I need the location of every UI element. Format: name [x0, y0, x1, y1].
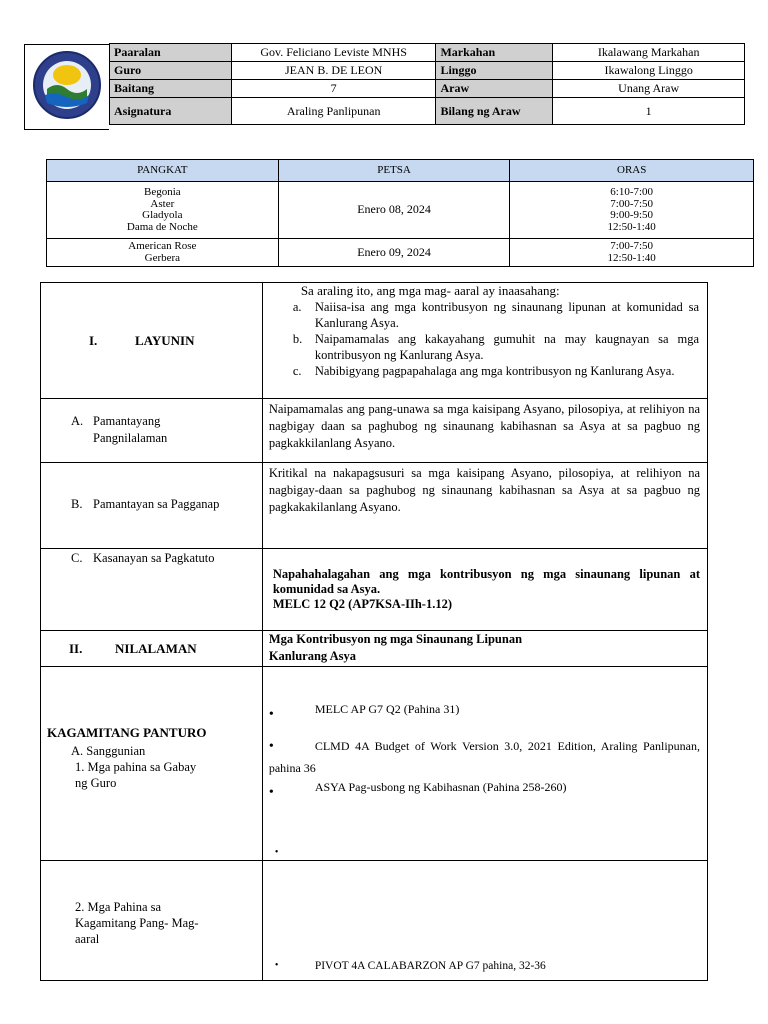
ref-item: [263, 861, 707, 973]
layunin-item: [289, 299, 699, 331]
bullet-icon: •: [268, 707, 274, 722]
kasanayan-label-cell: [41, 549, 263, 631]
ref-item: [269, 735, 700, 779]
bullet-icon: •: [268, 739, 274, 754]
c-label: Kasanayan sa Pagkatuto: [93, 551, 215, 565]
linggo-label: Linggo: [436, 62, 553, 80]
nilalaman-label-cell: [41, 631, 263, 667]
araw-value: Unang Araw: [553, 80, 745, 98]
araw-label: Araw: [436, 80, 553, 98]
oras-time: 12:50-1:40: [607, 251, 656, 264]
sanggunian-label: A. Sanggunian: [71, 744, 146, 758]
ref-text: PIVOT 4A CALABARZON AP G7 pahina, 32-36: [314, 960, 546, 972]
ref-text: ASYA Pag-usbong ng Kabihasnan (Pahina 258-260): [314, 780, 567, 794]
layunin-intro: Sa araling ito, ang mga mag- aaral ay inaasahang:: [300, 283, 560, 298]
layunin-label-cell: [41, 283, 263, 399]
linggo-value: Ikawalong Linggo: [553, 62, 745, 80]
kasanayan-content-cell: [262, 549, 707, 631]
pangkat-name: Gerbera: [144, 251, 181, 264]
nilalaman-line2: Kanlurang Asya: [268, 649, 356, 663]
b-marker: B.: [71, 497, 83, 511]
baitang-label: Baitang: [110, 80, 232, 98]
layunin-item: [289, 363, 699, 379]
markahan-label: Markahan: [436, 44, 553, 62]
oras-time: 12:50-1:40: [607, 220, 656, 233]
ref-text: MELC AP G7 Q2 (Pahina 31): [314, 702, 460, 716]
kagamitan-label-cell: [41, 667, 263, 861]
a-label-line1: Pamantayang: [93, 414, 161, 428]
pagganap-label-cell: [41, 463, 263, 549]
pangkat-name: Aster: [150, 197, 175, 210]
asignatura-value: Araling Panlipunan: [231, 98, 436, 125]
paaralan-value: Gov. Feliciano Leviste MNHS: [231, 44, 436, 62]
item-text: Nabibigyang pagpapahalaga ang mga kontribusyon ng Kanlurang Asya.: [314, 364, 675, 378]
oras-time: 9:00-9:50: [610, 209, 654, 221]
petsa-cell: Enero 08, 2024: [278, 182, 510, 239]
ref-text: CLMD 4A Budget of Work Version 3.0, 2021 Edition, Araling Panlipunan, pahina 36: [268, 739, 700, 775]
layunin-label: LAYUNIN: [135, 332, 195, 348]
pamantayang-content-cell: [262, 399, 707, 463]
b-label: Pamantayan sa Pagganap: [93, 497, 220, 511]
oras-time: 7:00-7:50: [610, 197, 654, 210]
a-label-line2: Pangnilalaman: [93, 431, 168, 445]
markahan-value: Ikalawang Markahan: [553, 44, 745, 62]
kagamitan-content-cell: [262, 667, 707, 861]
nilalaman-label: NILALAMAN: [115, 640, 197, 656]
oras-header: ORAS: [510, 160, 754, 182]
pangkat-name: Dama de Noche: [126, 220, 198, 233]
pamantayang-label-cell: [41, 399, 263, 463]
schedule-table: [46, 159, 754, 267]
oras-cell: [510, 239, 754, 267]
nilalaman-content-cell: [262, 631, 707, 667]
gabay-guro-label: 1. Mga pahina sa Gabay ng Guro: [75, 760, 197, 790]
nilalaman-line1: Mga Kontribusyon ng mga Sinaunang Lipunan: [268, 632, 523, 646]
layunin-num: I.: [89, 332, 98, 348]
a-marker: A.: [71, 414, 84, 428]
pangkat-name: Begonia: [144, 186, 181, 198]
pangkat-cell: [47, 239, 279, 267]
c-marker: C.: [71, 551, 83, 565]
pangkat-cell: [47, 182, 279, 239]
bullet-icon: •: [274, 847, 279, 858]
pagganap-content-cell: [262, 463, 707, 549]
item-text: Naipamamalas ang kakayahang gumuhit na may kaugnayan sa mga kontribusyon ng Kanlurang Asya.: [314, 332, 699, 362]
kagamitang-mag-aaral-label: 2. Mga Pahina sa Kagamitang Pang- Mag-aaral: [75, 900, 199, 946]
oras-cell: [510, 182, 754, 239]
guro-value: JEAN B. DE LEON: [231, 62, 436, 80]
item-text: Naiisa-isa ang mga kontribusyon ng sinaunang lipunan at komunidad sa Kanlurang Asya.: [314, 300, 699, 330]
item-marker: b.: [292, 332, 303, 346]
lesson-plan-table: [40, 282, 708, 981]
petsa-header: PETSA: [278, 160, 510, 182]
item-marker: a.: [292, 300, 302, 314]
item-marker: c.: [292, 364, 302, 378]
pangkat-name: American Rose: [128, 240, 197, 252]
ref-item: [269, 701, 700, 723]
school-logo: [24, 44, 109, 130]
c-text: Napahahalagahan ang mga kontribusyon ng mga sinaunang lipunan at komunidad sa Asya.: [272, 567, 700, 596]
a-text: Naipamamalas ang pang-unawa sa mga kaisipang Asyano, pilosopiya, at relihiyon na nagbigay daan sa paghubog ng sinaunang kabihasnan sa Asya at sa pagbuo ng pagkakkilanlang Asyano.: [268, 402, 700, 450]
pangkat-header: PANGKAT: [47, 160, 279, 182]
layunin-item: [289, 331, 699, 363]
c-melc: MELC 12 Q2 (AP7KSA-IIh-1.12): [272, 597, 452, 611]
guro-label: Guro: [110, 62, 232, 80]
header-table: [109, 43, 745, 125]
bullet-icon: •: [268, 785, 274, 800]
oras-time: 7:00-7:50: [610, 240, 654, 252]
oras-time: 6:10-7:00: [610, 186, 654, 198]
kagamitang-mag-aaral-label-cell: [41, 861, 263, 981]
petsa-cell: Enero 09, 2024: [278, 239, 510, 267]
baitang-value: 7: [231, 80, 436, 98]
ref-item: [269, 779, 700, 801]
b-text: Kritikal na nakapagsusuri sa mga kaisipang Asyano, pilosopiya, at relihiyon na nagbigay-daan sa paghubog ng sinaunang kabihasnan sa Asya at sa pagbuo ng pagkakakilanlang Asyano.: [268, 466, 700, 514]
bullet-icon: •: [274, 960, 279, 971]
pangkat-name: Gladyola: [142, 209, 183, 221]
kagamitang-mag-aaral-content-cell: [262, 861, 707, 981]
nilalaman-num: II.: [69, 640, 83, 656]
bilang-value: 1: [553, 98, 745, 125]
bilang-label: Bilang ng Araw: [436, 98, 553, 125]
layunin-content-cell: [262, 283, 707, 399]
asignatura-label: Asignatura: [110, 98, 232, 125]
paaralan-label: Paaralan: [110, 44, 232, 62]
kagamitan-title: KAGAMITANG PANTURO: [47, 725, 207, 740]
